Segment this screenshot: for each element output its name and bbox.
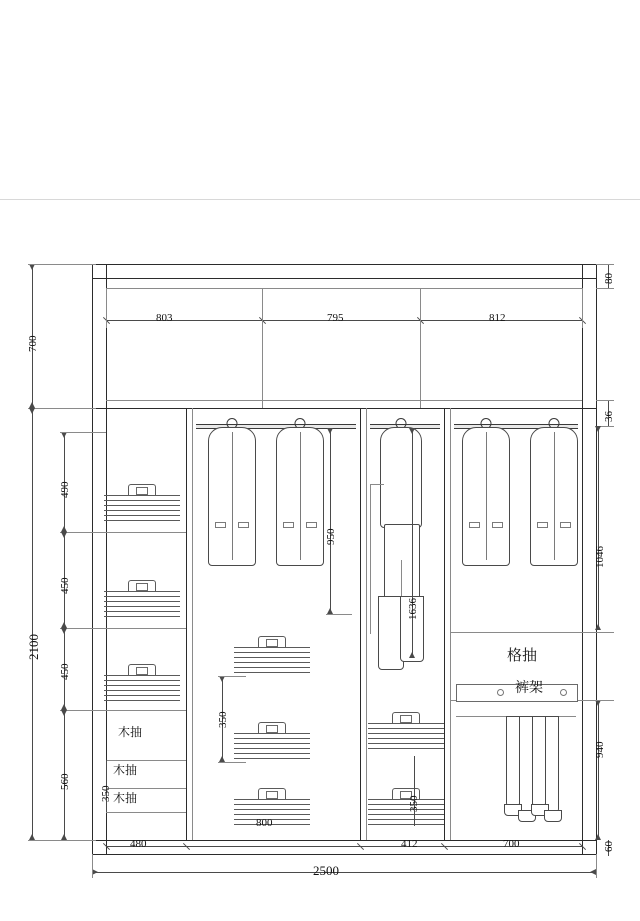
partition-2b xyxy=(366,408,367,840)
ext-top-4 xyxy=(582,288,583,328)
left-shelf-2 xyxy=(106,628,186,629)
partition-3 xyxy=(444,408,445,840)
dim-overall-line xyxy=(92,872,596,873)
left-shelf-3 xyxy=(106,710,186,711)
trousers-2 xyxy=(519,716,533,812)
folded-stack-8 xyxy=(368,788,444,830)
ext-700-top xyxy=(28,264,96,265)
ext-top-3 xyxy=(420,288,421,328)
folded-stack-4 xyxy=(234,636,310,678)
dim-795: 795 xyxy=(327,312,344,324)
dim-1636-line xyxy=(412,428,413,658)
folded-stack-1 xyxy=(104,484,180,526)
cabinet-left-edge xyxy=(92,264,93,854)
top-section-shelf xyxy=(106,288,582,289)
cabinet-top-inner xyxy=(92,278,596,279)
dim-800: 800 xyxy=(256,817,273,829)
partition-2 xyxy=(360,408,361,840)
trousers-4 xyxy=(545,716,559,812)
dim-812: 812 xyxy=(489,312,506,324)
hanging-dress-skirt xyxy=(384,524,420,606)
folded-stack-7 xyxy=(368,712,444,754)
hanging-dress-top xyxy=(380,418,422,528)
folded-stack-3 xyxy=(104,664,180,706)
dim-412: 412 xyxy=(401,838,418,850)
hanging-coat-4 xyxy=(530,418,578,566)
folded-stack-2 xyxy=(104,580,180,622)
cabinet-bottom-edge xyxy=(92,840,596,841)
partition-3b xyxy=(450,408,451,840)
dim-1046-line xyxy=(598,426,599,630)
dim-2500: 2500 xyxy=(313,863,339,878)
dim-1636: 1636 xyxy=(407,598,419,620)
ext-1046-bottom xyxy=(582,632,614,633)
dim-803: 803 xyxy=(156,312,173,324)
ext-490-top xyxy=(60,432,106,433)
ext-350-mid-top xyxy=(218,676,246,677)
middle-panel-left xyxy=(370,484,371,634)
ext-36-top xyxy=(596,400,614,401)
top-section-lower-line xyxy=(106,400,582,401)
top-section-bottom xyxy=(92,408,596,409)
partition-1 xyxy=(186,408,187,840)
ext-overall-left xyxy=(92,854,93,878)
hanging-coat-3 xyxy=(462,418,510,566)
rack-knob-left xyxy=(497,689,504,696)
left-drawer-line-2 xyxy=(106,788,186,789)
middle-panel-top xyxy=(370,484,384,485)
dim-1046: 1046 xyxy=(594,546,606,568)
rack-knob-right xyxy=(560,689,567,696)
dim-2100-vertical: 2100 xyxy=(26,634,41,660)
dim-480: 480 xyxy=(130,838,147,850)
left-drawer-line-1 xyxy=(106,760,186,761)
ext-overall-right xyxy=(596,854,597,878)
dim-80: 80 xyxy=(603,273,615,284)
label-trouser-rack: 裤架 xyxy=(515,680,543,696)
ext-top-1 xyxy=(106,288,107,328)
cabinet-base-line xyxy=(92,854,596,855)
dim-350-left: 350 xyxy=(100,785,112,802)
trousers-3 xyxy=(532,716,546,806)
dim-700-vertical: 700 xyxy=(27,335,39,352)
right-shelf-1 xyxy=(450,632,582,633)
dim-940-line xyxy=(598,700,599,840)
label-wood-drawer-3: 木抽 xyxy=(113,791,138,805)
ext-940-top xyxy=(582,700,614,701)
dim-450a: 450 xyxy=(59,577,71,594)
ext-950-bottom xyxy=(326,614,352,615)
ext-2100-bottom xyxy=(28,840,96,841)
label-grid-drawer: 格抽 xyxy=(507,646,538,664)
left-drawer-line-3 xyxy=(106,812,186,813)
dim-2100-line xyxy=(32,408,33,840)
dim-950: 950 xyxy=(325,528,337,545)
cabinet-right-inner xyxy=(582,264,583,854)
dim-350-mid: 350 xyxy=(217,711,229,728)
dim-950-line xyxy=(330,428,331,614)
ext-80-bottom xyxy=(596,288,614,289)
trouser-cuff-4 xyxy=(544,810,562,822)
ext-350-mid-bottom xyxy=(218,762,246,763)
cabinet-top-edge xyxy=(92,264,596,265)
dim-700: 700 xyxy=(503,838,520,850)
dim-560: 560 xyxy=(59,773,71,790)
dim-top-row-line xyxy=(106,320,582,321)
label-wood-drawer-1: 木抽 xyxy=(118,725,143,739)
dim-350-right-line xyxy=(414,756,415,826)
folded-stack-5 xyxy=(234,722,310,764)
header-divider xyxy=(0,199,640,200)
ext-top-2 xyxy=(262,288,263,328)
dim-450b: 450 xyxy=(59,663,71,680)
dim-60: 60 xyxy=(603,841,615,852)
ext-80-top xyxy=(596,264,614,265)
trousers-1 xyxy=(506,716,520,806)
label-wood-drawer-2: 木抽 xyxy=(113,763,138,777)
dim-490: 490 xyxy=(59,481,71,498)
hanging-coat-2 xyxy=(276,418,324,566)
hanging-coat-1 xyxy=(208,418,256,566)
partition-1b xyxy=(192,408,193,840)
left-shelf-1 xyxy=(106,532,186,533)
ext-700-bottom xyxy=(28,408,96,409)
dim-940: 940 xyxy=(594,741,606,758)
dim-350-right: 350 xyxy=(408,795,420,812)
dim-36: 36 xyxy=(603,411,615,422)
